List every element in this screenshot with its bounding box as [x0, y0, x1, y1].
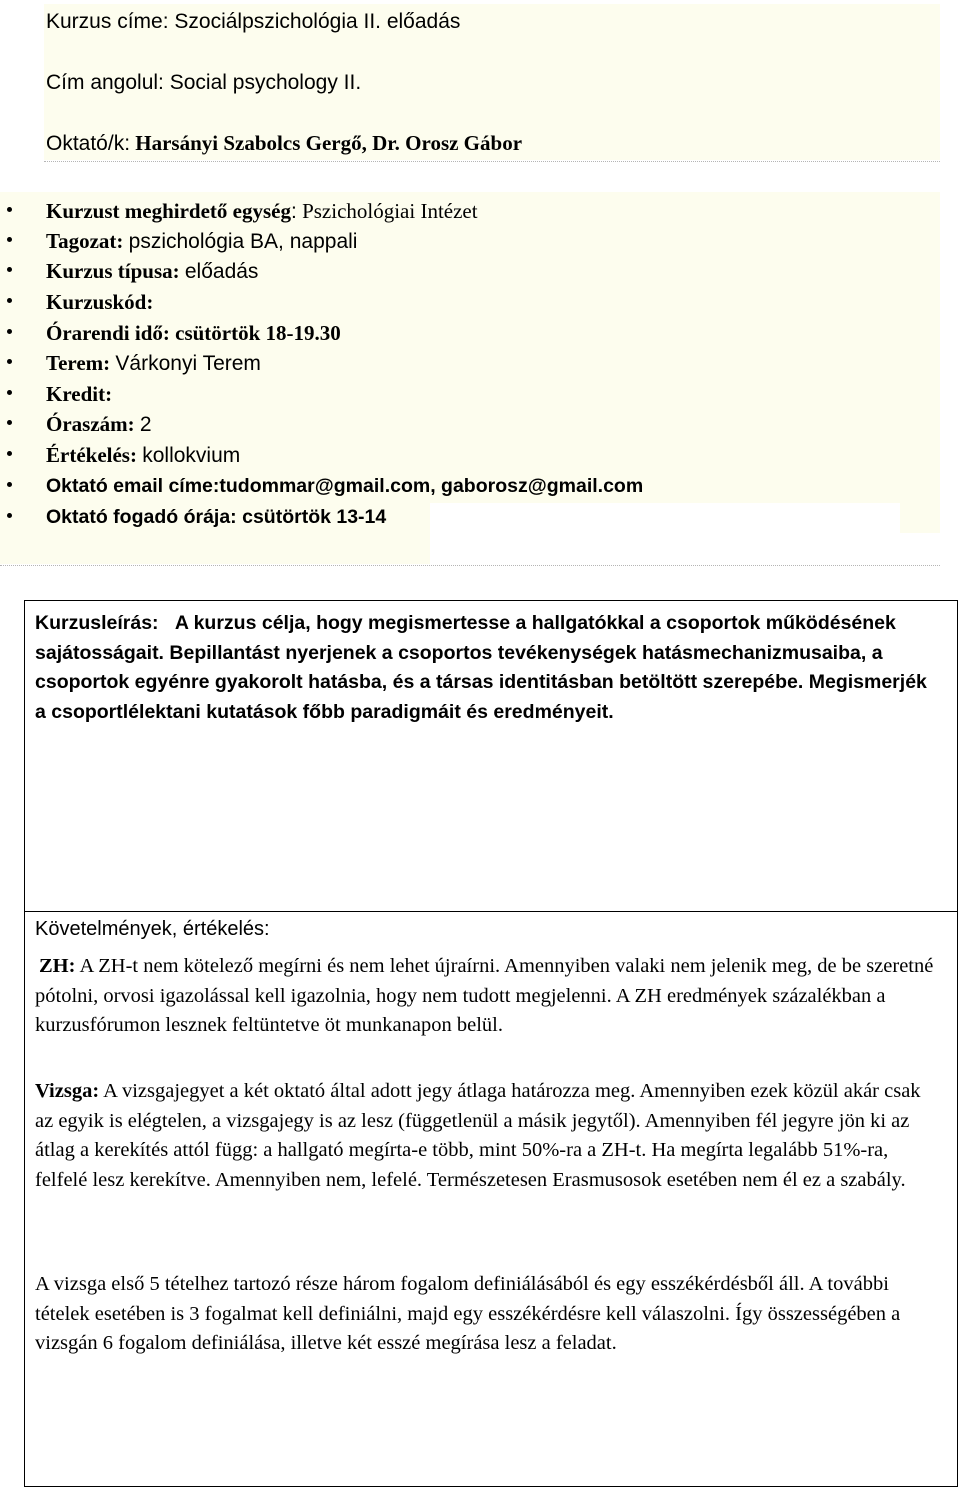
office-label: Oktató fogadó órája: [46, 506, 237, 528]
type-value: előadás [184, 260, 259, 283]
instructors-label: Oktató/k: [46, 132, 131, 155]
list-item-email [0, 471, 940, 501]
description-paragraph [35, 609, 937, 727]
bullet-icon [7, 359, 12, 364]
room-label: Terem: [46, 351, 111, 375]
bullet-icon [7, 451, 12, 456]
list-item-office-hours [0, 502, 940, 532]
exam-format-paragraph [35, 1270, 937, 1359]
bullet-icon [7, 482, 12, 487]
bullet-icon [7, 329, 12, 334]
instructors-value: Harsányi Szabolcs Gergő, Dr. Orosz Gábor [135, 131, 523, 155]
info-divider [0, 565, 940, 566]
english-title-value: Social psychology II. [169, 71, 362, 94]
bullet-icon [7, 513, 12, 518]
exam-paragraph [35, 1077, 937, 1195]
office-value: csütörtök 13-14 [242, 506, 387, 528]
list-item-section [0, 226, 940, 256]
zh-text: A ZH-t nem kötelező megírni és nem lehet újraírni. Amennyiben valaki nem jelenik meg, de be szeretné pótolni, orvosi igazolással kell igazolnia, hogy nem tudott megjelenni. A ZH eredmények százalékban a kurzusfórumon lesznek feltüntetve öt munkanapon belül. [35, 955, 934, 1036]
english-title-label: Cím angolul: [46, 71, 164, 94]
description-box [24, 600, 958, 912]
english-title-line [46, 71, 361, 95]
section-label: Tagozat: [46, 229, 124, 253]
zh-paragraph [35, 952, 937, 1041]
credit-label: Kredit: [46, 382, 113, 406]
bullet-icon [7, 237, 12, 242]
list-item-code [0, 287, 940, 317]
course-title-label: Kurzus címe: [46, 10, 169, 33]
email-value[interactable]: tudommar@gmail.com, gaborosz@gmail.com [219, 475, 644, 497]
time-label: Órarendi idő: [46, 321, 170, 345]
list-item-hours [0, 409, 940, 439]
course-title-value: Szociálpszichológia II. előadás [174, 10, 461, 33]
header-divider [44, 161, 940, 162]
instructors-line [46, 131, 522, 156]
bullet-icon [7, 420, 12, 425]
course-title-line [46, 10, 460, 34]
email-label: Oktató email címe: [46, 475, 220, 497]
list-item-credit [0, 379, 940, 409]
exam-format-text: A vizsga első 5 tételhez tartozó része három fogalom definiálásából és egy esszékérdésből áll. A további tételek esetében is 3 fogalmat kell definiálni, majd egy esszékérdésre kell válaszolni. Így összességében a vizsgán 6 fogalom definiálása, illetve két esszé megírása lesz a feladat. [35, 1273, 901, 1354]
type-label: Kurzus típusa: [46, 259, 180, 283]
bullet-icon [7, 267, 12, 272]
bullet-icon [7, 298, 12, 303]
list-item-type [0, 256, 940, 286]
description-text: A kurzus célja, hogy megismertesse a hallgatókkal a csoportok működésének sajátosságait. Bepillantást nyerjenek a csoportos tevékenységek hatásmechanizmusaiba, a csoportok egyénre gyakorolt hatásba, és a társas identitásban betöltött szerepébe. Megismerjék a csoportlélektani kutatások főbb paradigmáit és eredményeit. [35, 612, 927, 723]
hours-value: 2 [139, 413, 152, 436]
eval-value: kollokvium [142, 444, 241, 467]
time-value: csütörtök 18-19.30 [175, 321, 341, 345]
zh-label: ZH: [39, 955, 76, 977]
info-bottom-white-patch [430, 533, 940, 565]
unit-value: Pszichológiai Intézet [302, 199, 478, 223]
exam-label: Vizsga: [35, 1080, 100, 1102]
requirements-title: Követelmények, értékelés: [35, 918, 270, 940]
hours-label: Óraszám: [46, 412, 135, 436]
section-value: pszichológia BA, nappali [128, 230, 358, 253]
unit-label: Kurzust meghirdető egység [46, 199, 291, 223]
code-label: Kurzuskód: [46, 290, 154, 314]
list-item-unit [0, 196, 940, 226]
eval-label: Értékelés: [46, 443, 137, 467]
requirements-box [24, 911, 958, 1487]
bullet-icon [7, 390, 12, 395]
unit-sep: : [290, 200, 297, 223]
room-value: Várkonyi Terem [115, 352, 261, 375]
list-item-eval [0, 440, 940, 470]
list-item-time [0, 318, 940, 348]
exam-text: A vizsgajegyet a két oktató által adott jegy átlaga határozza meg. Amennyiben ezek közül akár csak az egyik is elégtelen, a vizsgajegy is az lesz (függetlenül a másik jegytől). Amennyiben fél jegyre jön ki az átlag a kerekítés attól függ: a hallgató megírta-e több, mint 50%-ra a ZH-t. Ha megírta legalább 51%-ra, felfelé lesz kerekítve. Amennyiben nem, lefelé. Természetesen Erasmusosok esetében nem él ez a szabály. [35, 1080, 921, 1191]
bullet-icon [7, 207, 12, 212]
description-label: Kurzusleírás: [35, 612, 159, 634]
list-item-room [0, 348, 940, 378]
